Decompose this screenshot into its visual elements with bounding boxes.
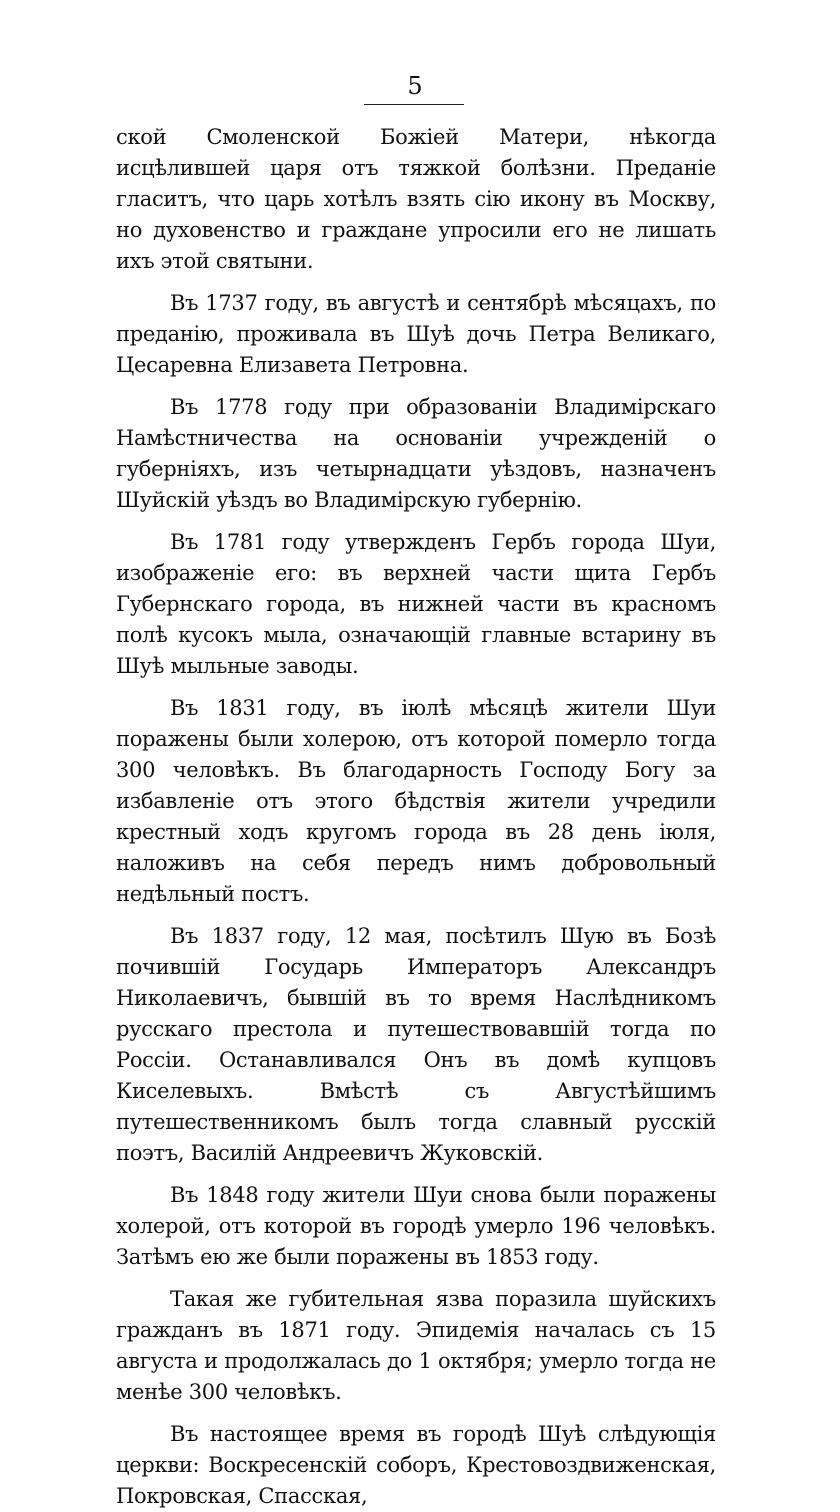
paragraph-1837: Въ 1837 году, 12 мая, посѣтилъ Шую въ Бозѣ почившій Государь Императоръ Александръ Николаевичъ, бывшій въ то время Наслѣдникомъ русскаго престола и путешествовавшій тогда по Россіи. Останавливался Онъ въ домѣ купцовъ Киселевыхъ. Вмѣстѣ съ Августѣйшимъ путешественникомъ былъ тогда славный русскій поэтъ, Василій Андреевичъ Жуковскій. <box>116 924 716 1165</box>
paragraph-1737: Въ 1737 году, въ августѣ и сентябрѣ мѣсяцахъ, по преданію, проживала въ Шуѣ дочь Петра Великаго, Цесаревна Елизавета Петровна. <box>116 291 716 377</box>
paragraph-1848: Въ 1848 году жители Шуи снова были поражены холерой, отъ которой въ городѣ умерло 196 человѣкъ. Затѣмъ ею же были поражены въ 1853 году. <box>116 1183 716 1269</box>
paragraph-1831: Въ 1831 году, въ іюлѣ мѣсяцѣ жители Шуи поражены были холерою, отъ которой померло тогда 300 человѣкъ. Въ благодарность Господу Богу за избавленіе отъ этого бѣдствія жители учредили крестный ходъ кругомъ города въ 28 день іюля, наложивъ на себя передъ нимъ добровольный недѣльный постъ. <box>116 696 716 906</box>
page-number: 5 <box>407 72 423 100</box>
paragraph-continuation: ской Смоленской Божіей Матери, нѣкогда исцѣлившей царя отъ тяжкой болѣзни. Преданіе гласитъ, что царь хотѣлъ взять сію икону въ Москву, но духовенство и граждане упросили его не лишать ихъ этой святыни. <box>116 125 716 273</box>
paragraph-1778: Въ 1778 году при образованіи Владимірскаго Намѣстничества на основаніи учрежденій о губерніяхъ, изъ четырнадцати уѣздовъ, назначенъ Шуйскій уѣздъ во Владимірскую губернію. <box>116 395 716 512</box>
paragraph-1871: Такая же губительная язва поразила шуйскихъ гражданъ въ 1871 году. Эпидемія началась съ 15 августа и продолжалась до 1 октября; умерло тогда не менѣе 300 человѣкъ. <box>116 1287 716 1404</box>
paragraph-1781: Въ 1781 году утвержденъ Гербъ города Шуи, изображеніе его: въ верхней части щита Гербъ Губернскаго города, въ нижней части въ красномъ полѣ кусокъ мыла, означающій главные встарину въ Шуѣ мыльные заводы. <box>116 530 716 678</box>
paragraph-churches: Въ настоящее время въ городѣ Шуѣ слѣдующія церкви: Воскресенскій соборъ, Крестовоздвиженская, Покровская, Спасская, <box>116 1422 716 1508</box>
body-text <box>116 122 716 1512</box>
header-rule <box>364 104 464 105</box>
